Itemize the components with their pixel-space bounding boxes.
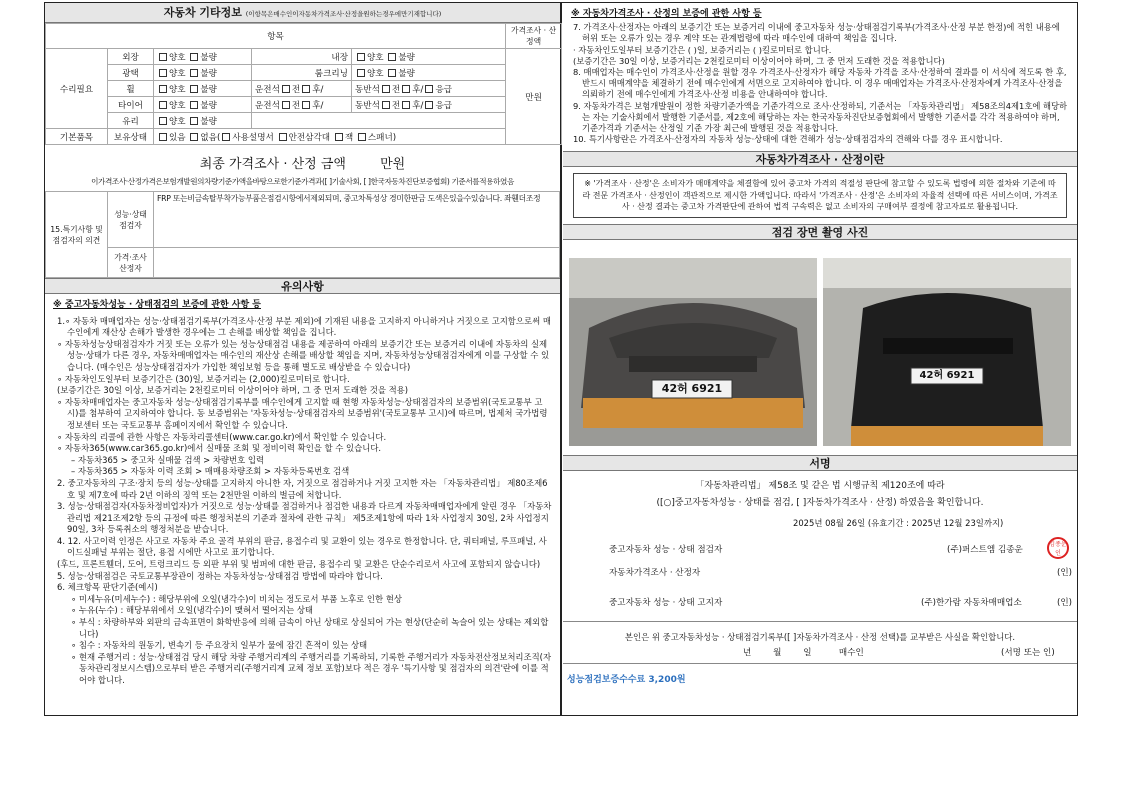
- price-item: 10. 특기사항란은 가격조사·산정자의 자동차 성능·상태에 대한 견해가 성능·상태점검자의 견해와 다를 경우 표시합니다.: [573, 134, 1003, 145]
- triangle-checkbox[interactable]: [279, 133, 287, 141]
- exterior-options: 양호 불량: [154, 49, 252, 65]
- notifier-name: (주)한가람 자동차매매업소: [921, 598, 1022, 608]
- price-manwon: 만원: [506, 49, 562, 145]
- tire-emergency-checkbox[interactable]: [425, 101, 433, 109]
- appraiser-label: 가격·조사 산정자: [108, 248, 154, 278]
- row-interior: 내장: [252, 49, 352, 65]
- caution-item: 2. 중고자동차의 구조·장치 등의 성능·상태를 고지하지 아니한 자, 거짓으로 점검하거나 거짓 고지한 자는 「자동차관리법」 제80조제6호 및 제7호에 따라 2년 이하의 징역 또는 2천만원 이하의 벌금에 처합니다.: [57, 477, 548, 500]
- caution-item: ∘ 누유(누수) : 해당부위에서 오일(냉각수)이 맺혀서 떨어지는 상태: [71, 605, 314, 616]
- caution-item: ∘ 자동차365(www.car365.go.kr)에서 실매물 조회 및 정비이력 확인을 할 수 있습니다.: [57, 443, 382, 454]
- caution-item: (후드, 프론트휀더, 도어, 트렁크리드 등 외판 부위 및 범퍼에 대한 판금, 용접수리 및 교환은 단순수리로서 사고에 포함되지 않습니다): [57, 559, 541, 570]
- rear-plate: 42허 6921: [919, 370, 975, 381]
- caution-item: ∘ 침수 : 자동차의 원동기, 변속기 등 주요장치 일부가 물에 잠긴 흔적이 있는 상태: [71, 640, 368, 651]
- interior-good-checkbox[interactable]: [357, 53, 365, 61]
- tire-driver-front-checkbox[interactable]: [282, 101, 290, 109]
- row-wheel: 휠: [108, 81, 154, 97]
- row-gloss: 광택: [108, 65, 154, 81]
- tire-passenger: 동반석 전 후/ 응급: [352, 97, 506, 113]
- wheel-options: 양호 불량: [154, 81, 252, 97]
- gloss-bad-checkbox[interactable]: [190, 69, 198, 77]
- opinion-table: [45, 191, 560, 278]
- wheel-driver-rear-checkbox[interactable]: [302, 85, 310, 93]
- row-possession: 보유상태: [108, 129, 154, 145]
- caution-item: – 자동차365 > 자동차 이력 조회 > 매매용차량조회 > 자동차등록번호 검색: [71, 466, 350, 477]
- repair-label: 수리필요: [46, 49, 108, 129]
- other-info-header: [45, 3, 560, 23]
- caution-item: ∘ 자동차의 리콜에 관한 사항은 자동차리콜센터(www.car.go.kr)에서 확인할 수 있습니다.: [57, 431, 387, 442]
- final-price-title: 최종 가격조사 · 산정 금액: [199, 157, 346, 172]
- sign-line1: 「자동차관리법」 제58조 및 같은 법 시행규칙 제120조에 따라: [695, 481, 945, 491]
- final-price: [45, 153, 560, 172]
- gloss-good-checkbox[interactable]: [159, 69, 167, 77]
- price-list: [571, 22, 1069, 145]
- photo-header: 점검 장면 촬영 사진: [563, 224, 1077, 240]
- buyer-text: 본인은 위 중고자동차성능 · 상태점검기록부([ ]자동차가격조사 · 산정 선택)를 교부받은 사실을 확인합니다.: [624, 632, 1016, 642]
- caution-item: 5. 성능·상태점검은 국토교통부장관이 정하는 자동차성능·상태점검 방법에 따라야 합니다.: [57, 570, 383, 581]
- tire-pass-rear-checkbox[interactable]: [402, 101, 410, 109]
- wheel-driver: 운전석 전 후/: [252, 81, 352, 97]
- glass-good-checkbox[interactable]: [159, 117, 167, 125]
- front-photo: [569, 258, 817, 446]
- interior-options: 양호 불량: [352, 49, 506, 65]
- exterior-good-checkbox[interactable]: [159, 53, 167, 61]
- price-warranty-notes: [563, 3, 1077, 151]
- front-car-image: [569, 258, 817, 446]
- notifier-in: (인): [1057, 598, 1073, 608]
- caution-item: ∘ 현재 주행거리 : 성능·상태점검 당시 해당 차량 주행거리계의 주행거리를 기록하되, 기록한 주행거리가 자동차전산정보처리조직(자동차관리정보시스템)으로부터 받은 주행거리(주행거리계 교체 정보 포함)보다 적은 경우 '특기사항 및 점검자의 의견'란에 이를 적어야 합니다.: [71, 651, 552, 685]
- wheel-bad-checkbox[interactable]: [190, 85, 198, 93]
- caution-item: 3. 성능·상태점검자(자동차정비업자)가 거짓으로 성능·상태를 점검하거나 점검한 내용과 다르게 자동차매매업자에게 알린 경우 「자동차관리법 제21조제2항 등의 규정에 따른 행정처분의 기준과 절차에 관한 규칙」 제5조제1항에 따라 1차 사업정지 30일, 2차 사업정지 90일, 3차 등록취소의 행정처분을 받습니다.: [57, 501, 552, 535]
- room-good-checkbox[interactable]: [357, 69, 365, 77]
- caution-item: 6. 체크항목 판단기준(예시): [57, 582, 158, 593]
- wheel-pass-rear-checkbox[interactable]: [402, 85, 410, 93]
- inspector-text: FRP 또는비금속탈부착가능부품은점검시항에서제외되며, 중고차특성상 경미한판금 도색은있을수있습니다. 좌휀더조정: [154, 192, 560, 248]
- sign-date: 2025년 08월 26일 (유효기간 : 2025년 12월 23일까지): [793, 518, 1004, 528]
- exterior-bad-checkbox[interactable]: [190, 53, 198, 61]
- none-checkbox[interactable]: [190, 133, 198, 141]
- price-item: 9. 자동차가격은 보험개발원이 정한 차량기준가액을 기준가격으로 조사·산정하되, 기준서는 「자동차관리법」 제58조의4제1호에 해당하는 자는 기술사회에서 발행한 기준서를, 제2호에 해당하는 자는 한국자동차진단보증협회에서 발행한 기준서를 각각 적용하여야 하며, 기준가격과 기준서는 산정일 기준 가장 최근에 발행된 것을 적용합니다.: [573, 100, 1068, 134]
- rear-car-image: [823, 258, 1071, 446]
- tire-driver-rear-checkbox[interactable]: [302, 101, 310, 109]
- caution-notes: [45, 294, 560, 693]
- caution-item: ∘ 자동차매매업자는 중고자동차 성능·상태점검기록부를 매수인에게 고지할 때 현행 자동차성능·상태점검자의 보증범위(국토교통부 고시)를 첨부하여 고지하여야 합니다. 동 보증범위는 '자동차성능·상태점검자의 보증범위'(국토교통부 고시)에 따르며, 법제처 국가법령정보센터 또는 국토교통부 홈페이지에서 확인할 수 있습니다.: [57, 396, 548, 430]
- fee-text: 성능점검보증수수료 3,200원: [567, 675, 686, 685]
- wheel-emergency-checkbox[interactable]: [425, 85, 433, 93]
- caution-item: 4. 12. 사고이력 인정은 사고로 자동차 주요 골격 부위의 판금, 용접수리 및 교환이 있는 경우로 한정합니다. 단, 쿼터패널, 루프패널, 사이드실패널 부위는 절단, 용접 시에만 사고로 표기합니다.: [57, 535, 547, 558]
- meaning-text: ※ '가격조사 · 산정'은 소비자가 매매계약을 체결함에 있어 중고차 가격의 적절성 판단에 참고할 수 있도록 법령에 의한 절차와 기준에 따라 전문 가격조사 · 산정인이 객관적으로 제시한 가액입니다. 따라서 '가격조사 · 산정'은 소비자의 자율적 선택에 따른 서비스이며, 가격조사 · 산정 결과는 중고차 가격판단에 관하여 법적 구속력은 없고 소비자의 구매여부 결정에 참고자료로 활용됩니다.: [582, 179, 1058, 212]
- caution-item: ∘ 자동차인도일부터 보증기간은 (30)일, 보증거리는 (2,000)킬로미터로 합니다.: [57, 373, 350, 384]
- price-title: ※ 자동차가격조사 · 산정의 보증에 관한 사항 등: [571, 9, 762, 19]
- other-info-note: (이항목은매수인이자동차가격조사·산정을원하는경우에만기재합니다): [245, 10, 442, 18]
- appraiser-in: (인): [1057, 568, 1073, 578]
- wheel-driver-front-checkbox[interactable]: [282, 85, 290, 93]
- caution-item: 1.∘ 자동차 매매업자는 성능·상태점검기록부(가격조사·산정 부분 제외)에 기재된 내용을 고지하지 아니하거나 거짓으로 고지함으로써 매수인에게 재산상 손해가 발생한 경우에는 그 손해를 배상할 책임을 집니다.: [57, 315, 551, 338]
- rear-photo: [823, 258, 1071, 446]
- opinion-label: 15.특기사항 및 점검자의 의견: [46, 192, 108, 278]
- tire-pass-front-checkbox[interactable]: [382, 101, 390, 109]
- company-stamp: 김종운인: [1047, 537, 1069, 559]
- basic-label: 기본품목: [46, 129, 108, 145]
- buyer-sign[interactable]: (서명 또는 인): [1001, 648, 1055, 658]
- inspector-label: 성능·상태 점검자: [108, 192, 154, 248]
- price-item: · 자동차인도일부터 보증기간은 ( )일, 보증거리는 ( )킬로미터로 합니다.: [573, 44, 832, 55]
- have-checkbox[interactable]: [159, 133, 167, 141]
- price-item: 8. 매매업자는 매수인이 가격조사·산정을 원할 경우 가격조사·산정자가 해당 자동차 가격을 조사·산정하여 결과를 이 서식에 적도록 한 후, 반드시 매매계약을 체결하기 전에 매수인에게 서면으로 고지하여야 합니다. 이 경우 매매업자는 가격조사·산정자에게 가격조사·산정을 의뢰하기 전에 매수인에게 가격조사·산정 비용을 안내하여야 합니다.: [573, 67, 1067, 100]
- caution-item: ∘ 미세누유(미세누수) : 해당부위에 오일(냉각수)이 비치는 정도로서 부품 노후로 인한 현상: [71, 593, 402, 604]
- glass-options: 양호 불량: [154, 113, 252, 129]
- gloss-options: 양호 불량: [154, 65, 252, 81]
- tire-good-checkbox[interactable]: [159, 101, 167, 109]
- inspector-name: (주)퍼스트엠 김종운: [947, 545, 1023, 555]
- col-price: 가격조사 · 산정액: [506, 24, 562, 49]
- interior-bad-checkbox[interactable]: [388, 53, 396, 61]
- wheel-pass-front-checkbox[interactable]: [382, 85, 390, 93]
- inspection-record-page: [44, 2, 1078, 716]
- tire-options: 양호 불량: [154, 97, 252, 113]
- final-price-note: 이가격조사·산정가격은보험개발원의차량기준가액을바탕으로한기준가격과([ ]기술사회, [ ]한국자동차진단보증협회) 기준서를적용하였음: [91, 177, 514, 186]
- possession-options: 있음 없음( 사용설명서 안전삼각대 잭 스패너): [154, 129, 506, 145]
- other-info-table: [45, 23, 562, 145]
- row-glass: 유리: [108, 113, 154, 129]
- col-item: 항목: [46, 24, 506, 49]
- sign-header: 서명: [563, 455, 1077, 471]
- wheel-good-checkbox[interactable]: [159, 85, 167, 93]
- front-plate: 42허 6921: [661, 382, 723, 395]
- room-bad-checkbox[interactable]: [388, 69, 396, 77]
- caution-sub: ※ 중고자동차성능 · 상태점검의 보증에 관한 사항 등: [53, 300, 261, 310]
- sign-line2: ([○]중고자동차성능 · 상태를 점검, [ ]자동차가격조사 · 산정) 하였음을 확인합니다.: [656, 498, 984, 508]
- caution-item: (보증기간은 30일 이상, 보증거리는 2천킬로미터 이상이어야 하며, 그 중 먼저 도래한 것을 적용): [57, 385, 409, 396]
- meaning-box: [573, 173, 1067, 218]
- room-options: 양호 불량: [352, 65, 506, 81]
- other-info-title: 자동차 기타정보: [163, 6, 242, 19]
- left-column: [45, 3, 562, 715]
- inspector-role: 중고자동차 성능 · 상태 점검자: [609, 545, 723, 555]
- glass-bad-checkbox[interactable]: [190, 117, 198, 125]
- caution-item: – 자동차365 > 중고차 실매물 검색 > 차량번호 입력: [71, 454, 265, 465]
- notifier-role: 중고자동차 성능 · 상태 고지자: [609, 598, 723, 608]
- row-room: 룸크리닝: [252, 65, 352, 81]
- price-item: 7. 가격조사·산정자는 아래의 보증기간 또는 보증거리 이내에 중고자동차 성능·상태점검기록부(가격조사·산정 부분 한정)에 적힌 내용에 허위 또는 오류가 있는 경우 계약 또는 관계법령에 따라 매수인에 대하여 책임을 집니다.: [573, 22, 1060, 44]
- tire-driver: 운전석 전 후/: [252, 97, 352, 113]
- row-tire: 타이어: [108, 97, 154, 113]
- caution-list: [53, 316, 552, 687]
- final-price-unit: 만원: [380, 157, 406, 172]
- row-exterior: 외장: [108, 49, 154, 65]
- manual-checkbox[interactable]: [222, 133, 230, 141]
- meaning-header: 자동차가격조사 · 산정이란: [563, 151, 1077, 167]
- buyer-date: 년 월 일 매수인: [743, 648, 864, 658]
- tire-bad-checkbox[interactable]: [190, 101, 198, 109]
- right-column: [563, 3, 1077, 715]
- caution-header: 유의사항: [45, 278, 560, 294]
- wheel-passenger: 동반석 전 후/ 응급: [352, 81, 506, 97]
- spanner-checkbox[interactable]: [358, 133, 366, 141]
- appraiser-role: 자동차가격조사 · 산정자: [609, 568, 701, 578]
- price-item: (보증기간은 30일 이상, 보증거리는 2천킬로미터 이상이어야 하며, 그 중 먼저 도래한 것을 적용합니다): [573, 55, 945, 66]
- caution-item: ∘ 부식 : 차량하부와 외판의 금속표면이 화학반응에 의해 금속이 아닌 상태로 상실되어 가는 현상(단순히 녹슬어 있는 상태는 제외합니다): [71, 617, 549, 639]
- jack-checkbox[interactable]: [335, 133, 343, 141]
- caution-item: ∘ 자동차성능상태점검자가 거짓 또는 오류가 있는 성능상태점검 내용을 제공하여 아래의 보증기간 또는 보증거리 이내에 자동차의 실제 성능·상태가 다른 경우, 자동차매매업자는 매수인의 재산상 손해를 배상할 책임을 지며, 자동차성능상태점검자에게 이를 구상할 수 있습니다. (매수인은 성능상태점검자가 가입한 책임보험 등을 통해 별도로 배상받을 수 있습니다): [57, 338, 550, 372]
